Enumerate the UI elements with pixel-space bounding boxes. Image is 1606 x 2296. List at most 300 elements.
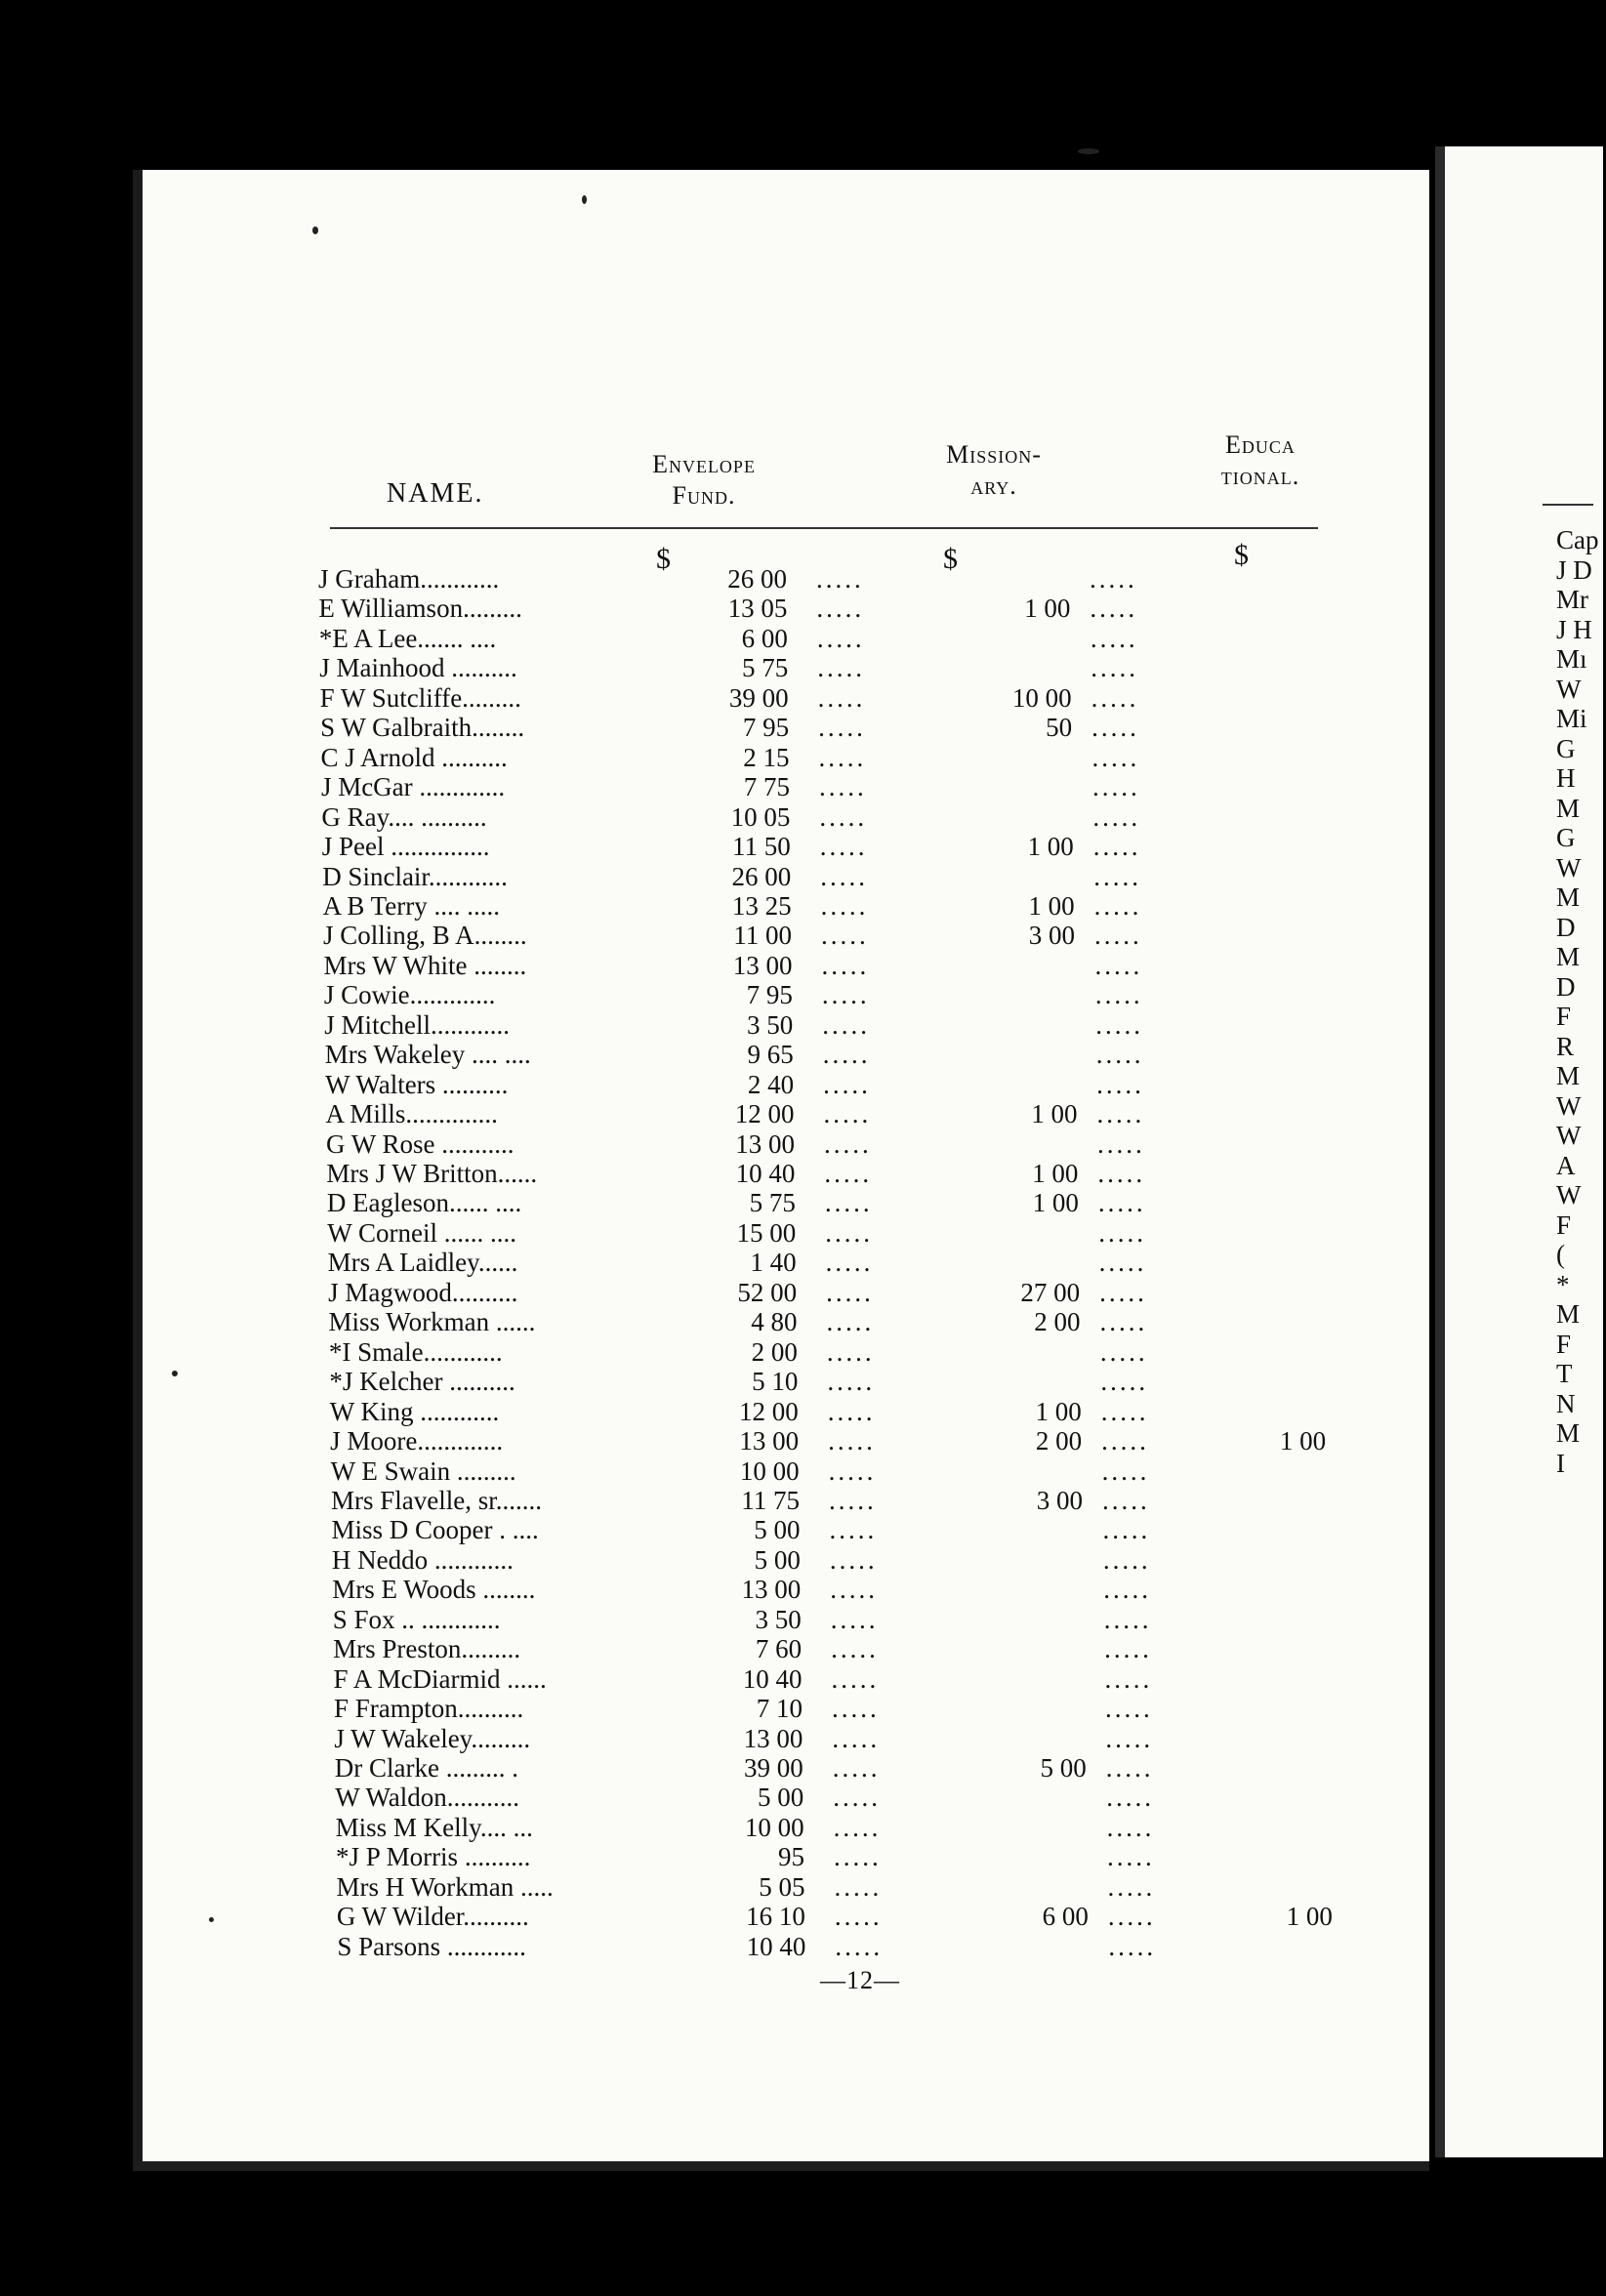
member-name: G W Wilder.......... — [336, 1902, 529, 1932]
envelope-amount: 13 25 — [731, 890, 792, 921]
leader-dots: ..... — [823, 1099, 872, 1129]
leader-dots: ..... — [1090, 594, 1138, 624]
ledger-row — [323, 951, 1592, 980]
ledger-row — [321, 772, 1590, 801]
leader-dots: ..... — [1102, 1515, 1151, 1545]
leader-dots: ..... — [821, 980, 870, 1010]
educational-header — [1207, 430, 1314, 492]
envelope-amount: 7 60 — [755, 1634, 803, 1664]
ledger-row — [322, 832, 1591, 861]
leader-dots: ..... — [830, 1604, 879, 1634]
leader-dots: ..... — [825, 1217, 873, 1248]
leader-dots: ..... — [1091, 713, 1139, 743]
leader-dots: ..... — [1099, 1277, 1147, 1307]
leader-dots: ..... — [829, 1544, 878, 1575]
ledger-row — [335, 1753, 1604, 1783]
adjacent-name-fragment: H — [1556, 763, 1576, 793]
member-name: Mrs Preston......... — [333, 1634, 521, 1664]
leader-dots: ..... — [835, 1931, 884, 1961]
adjacent-name-fragment: * — [1556, 1269, 1570, 1299]
ledger-row — [334, 1724, 1603, 1753]
leader-dots: ..... — [816, 594, 865, 624]
ledger-row — [319, 624, 1588, 653]
leader-dots: ..... — [1107, 1902, 1156, 1932]
leader-dots: ..... — [824, 1159, 873, 1188]
missionary-amount: 1 00 — [1035, 1396, 1082, 1426]
leader-dots: ..... — [1108, 1931, 1157, 1961]
missionary-amount: 1 00 — [1027, 832, 1074, 862]
missionary-amount: 27 00 — [1020, 1277, 1081, 1307]
leader-dots: ..... — [822, 1040, 871, 1070]
envelope-amount: 2 15 — [743, 742, 790, 772]
leader-dots: ..... — [816, 623, 865, 653]
ledger-row — [330, 1426, 1599, 1456]
envelope-amount: 16 10 — [746, 1902, 805, 1932]
educational-dollar-sign: $ — [1234, 539, 1249, 571]
member-name: J Mainhood .......... — [319, 653, 517, 683]
leader-dots: ..... — [1106, 1812, 1155, 1842]
header-rule — [330, 527, 1318, 529]
envelope-amount: 10 00 — [739, 1456, 800, 1486]
member-name: Mrs H Workman ..... — [336, 1871, 554, 1902]
envelope-amount: 95 — [778, 1842, 805, 1872]
member-name: W Corneil ...... .... — [327, 1217, 516, 1248]
member-name: Dr Clarke ......... . — [334, 1753, 519, 1783]
member-name: S W Galbraith........ — [320, 713, 525, 743]
leader-dots: ..... — [819, 801, 868, 832]
missionary-amount: 2 00 — [1035, 1426, 1083, 1456]
leader-dots: ..... — [833, 1783, 881, 1813]
leader-dots: ..... — [1094, 921, 1142, 951]
ledger-row — [328, 1278, 1597, 1307]
adjacent-name-fragment: D — [1556, 912, 1576, 942]
leader-dots: ..... — [819, 832, 868, 862]
leader-dots: ..... — [832, 1723, 881, 1753]
adjacent-name-fragment: M — [1556, 1418, 1581, 1448]
member-name: S Parsons ............ — [337, 1931, 526, 1961]
leader-dots: ..... — [831, 1634, 879, 1664]
leader-dots: ..... — [1106, 1783, 1154, 1813]
leader-dots: ..... — [829, 1515, 878, 1545]
leader-dots: ..... — [1103, 1604, 1152, 1634]
paper-speck — [209, 1917, 214, 1922]
ledger-row — [334, 1664, 1603, 1694]
envelope-amount: 5 10 — [752, 1367, 799, 1397]
leader-dots: ..... — [1103, 1575, 1152, 1605]
leader-dots: ..... — [828, 1456, 877, 1486]
leader-dots: ..... — [1093, 861, 1141, 891]
leader-dots: ..... — [833, 1812, 882, 1842]
member-name: J Magwood.......... — [328, 1277, 518, 1307]
member-name: Mrs W White ........ — [323, 950, 527, 980]
name-column-header: NAME. — [387, 478, 484, 509]
adjacent-name-fragment: M — [1556, 793, 1581, 823]
member-name: F W Sutcliffe......... — [319, 682, 521, 713]
adjacent-name-fragment: F — [1556, 1002, 1572, 1031]
leader-dots: ..... — [1096, 1069, 1144, 1099]
envelope-amount: 11 50 — [732, 832, 791, 862]
envelope-dollar-sign: $ — [656, 543, 671, 575]
leader-dots: ..... — [821, 950, 870, 980]
leader-dots: ..... — [832, 1753, 881, 1783]
member-name: Mrs Wakeley .... .... — [324, 1040, 531, 1070]
leader-dots: ..... — [1091, 742, 1140, 772]
member-name: G W Rose ........... — [325, 1128, 515, 1159]
ledger-row — [318, 564, 1587, 594]
ledger-row — [324, 980, 1593, 1009]
ledger-row — [320, 713, 1589, 742]
leader-dots: ..... — [824, 1188, 873, 1218]
envelope-amount: 11 00 — [733, 921, 793, 951]
envelope-amount: 7 75 — [743, 772, 790, 802]
envelope-amount: 4 80 — [751, 1307, 798, 1337]
adjacent-name-fragment: M — [1556, 882, 1581, 912]
leader-dots: ..... — [818, 742, 867, 772]
member-name: *E A Lee....... .... — [318, 623, 497, 653]
member-name: Mrs J W Britton...... — [326, 1159, 538, 1188]
adjacent-name-fragment: N — [1556, 1388, 1576, 1418]
leader-dots: ..... — [1095, 1009, 1144, 1040]
member-name: J W Wakeley......... — [334, 1723, 531, 1753]
leader-dots: ..... — [1094, 980, 1143, 1010]
leader-dots: ..... — [818, 772, 867, 802]
leader-dots: ..... — [1105, 1753, 1154, 1783]
leader-dots: ..... — [818, 713, 866, 743]
envelope-amount: 10 05 — [730, 801, 791, 832]
adjacent-name-fragment: Cap — [1556, 525, 1599, 554]
leader-dots: ..... — [1104, 1634, 1152, 1664]
leader-dots: ..... — [1100, 1396, 1149, 1426]
leader-dots: ..... — [820, 890, 869, 921]
ledger-row — [323, 891, 1592, 921]
leader-dots: ..... — [820, 861, 868, 891]
leader-dots: ..... — [816, 564, 864, 594]
ledger-row — [329, 1337, 1598, 1367]
leader-dots: ..... — [1107, 1871, 1156, 1902]
educational-header-line2: tional. — [1220, 462, 1300, 490]
envelope-amount: 2 00 — [751, 1336, 798, 1367]
adjacent-name-fragment: W — [1556, 852, 1582, 882]
envelope-amount: 10 40 — [735, 1159, 796, 1188]
member-name: J Colling, B A........ — [323, 921, 527, 951]
page-number: —12— — [820, 1966, 900, 1994]
ledger-row — [336, 1872, 1605, 1902]
ledger-row — [333, 1634, 1602, 1663]
missionary-amount: 10 00 — [1011, 682, 1072, 713]
envelope-amount: 13 00 — [743, 1723, 803, 1753]
ledger-row — [327, 1188, 1596, 1217]
paper-speck — [582, 195, 587, 204]
adjacent-name-fragment: W — [1556, 1180, 1582, 1210]
adjacent-name-fragment: M — [1556, 1299, 1581, 1329]
envelope-amount: 7 95 — [746, 980, 793, 1010]
member-name: Mrs E Woods ........ — [332, 1575, 536, 1605]
leader-dots: ..... — [1105, 1723, 1154, 1753]
member-name: F Frampton.......... — [333, 1694, 524, 1724]
adjacent-name-fragment: G — [1556, 733, 1576, 763]
ledger-row — [337, 1902, 1606, 1931]
envelope-amount: 11 75 — [741, 1485, 801, 1515]
envelope-amount: 5 00 — [757, 1783, 804, 1813]
envelope-amount: 3 50 — [747, 1009, 794, 1040]
envelope-header-line1: Envelope — [652, 450, 756, 478]
envelope-amount: 13 00 — [741, 1575, 802, 1605]
envelope-amount: 10 00 — [744, 1812, 804, 1842]
member-name: J Moore............. — [330, 1426, 504, 1456]
leader-dots: ..... — [834, 1871, 883, 1902]
envelope-amount: 39 00 — [728, 682, 789, 713]
envelope-amount: 1 40 — [750, 1248, 797, 1278]
ledger-row — [331, 1515, 1600, 1544]
member-name: A B Terry .... ..... — [322, 890, 500, 921]
ledger-row — [334, 1694, 1603, 1723]
ledger-row — [337, 1932, 1606, 1961]
leader-dots: ..... — [1091, 653, 1138, 683]
envelope-amount: 5 75 — [749, 1188, 796, 1218]
leader-dots: ..... — [1102, 1485, 1150, 1515]
missionary-amount: 1 00 — [1028, 890, 1075, 921]
ledger-row — [323, 921, 1592, 950]
paper-speck — [312, 226, 318, 234]
envelope-amount: 26 00 — [727, 564, 787, 594]
paper-speck — [1078, 148, 1099, 154]
adjacent-page-names — [1556, 525, 1599, 1478]
ledger-row — [320, 683, 1589, 713]
member-name: *J Kelcher .......... — [329, 1367, 515, 1397]
adjacent-name-fragment: G — [1556, 823, 1576, 852]
leader-dots: ..... — [831, 1694, 880, 1724]
envelope-amount: 12 00 — [739, 1396, 799, 1426]
adjacent-name-fragment: W — [1556, 674, 1582, 704]
envelope-amount: 5 05 — [759, 1871, 805, 1902]
ledger-row — [329, 1307, 1598, 1336]
missionary-amount: 1 00 — [1032, 1188, 1079, 1218]
member-name: Mrs A Laidley...... — [327, 1248, 518, 1278]
leader-dots: ..... — [1098, 1248, 1147, 1278]
missionary-amount: 50 — [1046, 713, 1073, 743]
missionary-amount: 1 00 — [1032, 1159, 1079, 1188]
ledger-row — [333, 1605, 1602, 1634]
member-name: G Ray.... .......... — [321, 801, 487, 832]
leader-dots: ..... — [1093, 890, 1142, 921]
adjacent-name-fragment: ( — [1556, 1240, 1565, 1269]
envelope-amount: 3 50 — [755, 1604, 802, 1634]
adjacent-name-fragment: F — [1556, 1210, 1572, 1240]
leader-dots: ..... — [830, 1575, 879, 1605]
envelope-amount: 12 00 — [734, 1099, 795, 1129]
ledger-row — [335, 1783, 1604, 1812]
educational-amount: 1 00 — [1286, 1902, 1333, 1932]
envelope-amount: 7 10 — [756, 1694, 803, 1724]
envelope-amount: 15 00 — [736, 1217, 797, 1248]
ledger-row — [326, 1099, 1595, 1128]
envelope-header-line2: Fund. — [672, 481, 736, 510]
member-name: J Peel ............... — [321, 832, 490, 862]
member-name: W Walters .......... — [325, 1069, 509, 1099]
ledger-row — [332, 1575, 1601, 1604]
missionary-amount: 3 00 — [1036, 1485, 1084, 1515]
envelope-amount: 5 75 — [742, 653, 789, 683]
leader-dots: ..... — [1096, 1128, 1145, 1159]
leader-dots: ..... — [823, 1069, 871, 1099]
member-name: W Waldon........... — [335, 1783, 520, 1813]
leader-dots: ..... — [1107, 1842, 1155, 1872]
ledger-row — [324, 1010, 1593, 1040]
member-name: *I Smale............ — [328, 1336, 503, 1367]
leader-dots: ..... — [827, 1396, 876, 1426]
missionary-amount: 6 00 — [1042, 1902, 1089, 1932]
member-name: *J P Morris .......... — [336, 1842, 531, 1872]
leader-dots: ..... — [1101, 1426, 1149, 1456]
member-name: E Williamson......... — [318, 594, 522, 624]
missionary-amount: 2 00 — [1034, 1307, 1081, 1337]
member-name: Miss M Kelly.... ... — [335, 1812, 533, 1842]
member-name: S Fox .. ............ — [332, 1604, 501, 1634]
member-name: Mrs Flavelle, sr....... — [331, 1485, 543, 1515]
leader-dots: ..... — [1090, 564, 1137, 594]
ledger-row — [327, 1218, 1596, 1248]
leader-dots: ..... — [1099, 1307, 1148, 1337]
educational-header-line1: Educa — [1225, 430, 1296, 459]
adjacent-name-fragment: T — [1556, 1359, 1573, 1388]
ledger-row — [319, 653, 1588, 682]
ledger-row — [325, 1070, 1594, 1099]
adjacent-name-fragment: F — [1556, 1329, 1572, 1359]
member-name: J McGar ............. — [320, 772, 506, 802]
ledger-row — [322, 862, 1591, 891]
missionary-amount: 1 00 — [1024, 594, 1071, 624]
member-name: J Mitchell............ — [324, 1009, 511, 1040]
envelope-amount: 13 00 — [732, 950, 793, 980]
leader-dots: ..... — [1095, 1040, 1144, 1070]
member-name: Miss D Cooper . .... — [331, 1515, 539, 1545]
leader-dots: ..... — [1094, 950, 1143, 980]
leader-dots: ..... — [834, 1902, 883, 1932]
leader-dots: ..... — [1099, 1336, 1148, 1367]
envelope-amount: 5 00 — [754, 1544, 801, 1575]
envelope-amount: 13 05 — [727, 594, 788, 624]
member-name: J Cowie............. — [323, 980, 496, 1010]
ledger-row — [326, 1159, 1595, 1188]
ledger-row — [336, 1813, 1605, 1842]
ledger-row — [336, 1842, 1605, 1871]
leader-dots: ..... — [834, 1842, 882, 1872]
adjacent-name-fragment: A — [1556, 1150, 1576, 1180]
adjacent-name-fragment: Mı — [1556, 644, 1587, 674]
leader-dots: ..... — [1097, 1188, 1146, 1218]
leader-dots: ..... — [817, 682, 866, 713]
leader-dots: ..... — [1101, 1456, 1150, 1486]
leader-dots: ..... — [831, 1663, 880, 1694]
envelope-amount: 26 00 — [731, 861, 792, 891]
leader-dots: ..... — [826, 1307, 875, 1337]
member-name: J Graham............ — [318, 564, 500, 594]
leader-dots: ..... — [1104, 1663, 1153, 1694]
envelope-amount: 9 65 — [747, 1040, 794, 1070]
leader-dots: ..... — [827, 1367, 876, 1397]
adjacent-name-fragment: M — [1556, 1061, 1581, 1090]
leader-dots: ..... — [1097, 1159, 1146, 1188]
leader-dots: ..... — [821, 921, 869, 951]
ledger-row — [329, 1367, 1598, 1396]
adjacent-header-rule — [1543, 504, 1593, 506]
envelope-amount: 10 40 — [746, 1931, 806, 1961]
ledger-row — [326, 1129, 1595, 1159]
educational-amount: 1 00 — [1279, 1426, 1327, 1456]
missionary-dollar-sign: $ — [943, 543, 958, 575]
adjacent-name-fragment: W — [1556, 1121, 1582, 1150]
adjacent-name-fragment: W — [1556, 1090, 1582, 1121]
leader-dots: ..... — [1098, 1217, 1146, 1248]
envelope-amount: 39 00 — [744, 1753, 803, 1783]
leader-dots: ..... — [822, 1009, 871, 1040]
member-name: W E Swain ......... — [330, 1456, 516, 1486]
leader-dots: ..... — [1091, 772, 1140, 802]
adjacent-name-fragment: J H — [1556, 614, 1592, 644]
adjacent-name-fragment: R — [1556, 1031, 1575, 1061]
adjacent-name-fragment: Mr — [1556, 585, 1588, 614]
member-name: D Sinclair............ — [322, 861, 508, 891]
leader-dots: ..... — [1091, 682, 1139, 713]
leader-dots: ..... — [1092, 832, 1141, 862]
leader-dots: ..... — [1090, 623, 1138, 653]
ledger-row — [328, 1248, 1597, 1277]
envelope-amount: 10 40 — [742, 1663, 803, 1694]
member-name: Miss Workman ...... — [328, 1307, 536, 1337]
ledger-row — [321, 743, 1590, 772]
missionary-header-line2: ary. — [970, 472, 1017, 500]
missionary-amount: 3 00 — [1028, 921, 1076, 951]
ledger-row — [321, 802, 1590, 832]
adjacent-name-fragment: J D — [1556, 554, 1592, 585]
missionary-amount: 5 00 — [1040, 1753, 1087, 1783]
leader-dots: ..... — [823, 1128, 872, 1159]
leader-dots: ..... — [1104, 1694, 1153, 1724]
adjacent-name-fragment: M — [1556, 942, 1581, 971]
member-name: A Mills.............. — [325, 1099, 498, 1129]
envelope-amount: 2 40 — [747, 1069, 795, 1099]
leader-dots: ..... — [1100, 1367, 1149, 1397]
member-name: H Neddo ............ — [331, 1544, 514, 1575]
leader-dots: ..... — [817, 653, 865, 683]
ledger-row — [325, 1040, 1594, 1069]
leader-dots: ..... — [1102, 1544, 1151, 1575]
leader-dots: ..... — [825, 1248, 874, 1278]
adjacent-name-fragment: Mi — [1556, 704, 1587, 733]
member-name: D Eagleson...... .... — [326, 1188, 522, 1218]
member-name: W King ............ — [329, 1396, 500, 1426]
member-name: F A McDiarmid ...... — [333, 1663, 547, 1694]
missionary-amount: 1 00 — [1031, 1099, 1078, 1129]
adjacent-name-fragment: I — [1556, 1448, 1565, 1478]
leader-dots: ..... — [1096, 1099, 1145, 1129]
leader-dots: ..... — [829, 1485, 877, 1515]
envelope-amount: 7 95 — [742, 713, 790, 743]
leader-dots: ..... — [1092, 801, 1141, 832]
ledger-row — [318, 594, 1587, 623]
member-name: C J Arnold .......... — [320, 742, 508, 772]
ledger-row — [330, 1397, 1599, 1426]
envelope-amount: 6 00 — [741, 623, 788, 653]
envelope-amount: 5 00 — [754, 1515, 801, 1545]
envelope-amount: 52 00 — [737, 1277, 798, 1307]
adjacent-name-fragment: D — [1556, 971, 1576, 1002]
leader-dots: ..... — [828, 1426, 876, 1456]
envelope-amount: 13 00 — [739, 1426, 800, 1456]
ledger-row — [331, 1456, 1600, 1486]
paper-speck — [172, 1371, 178, 1376]
ledger-row — [332, 1545, 1601, 1575]
